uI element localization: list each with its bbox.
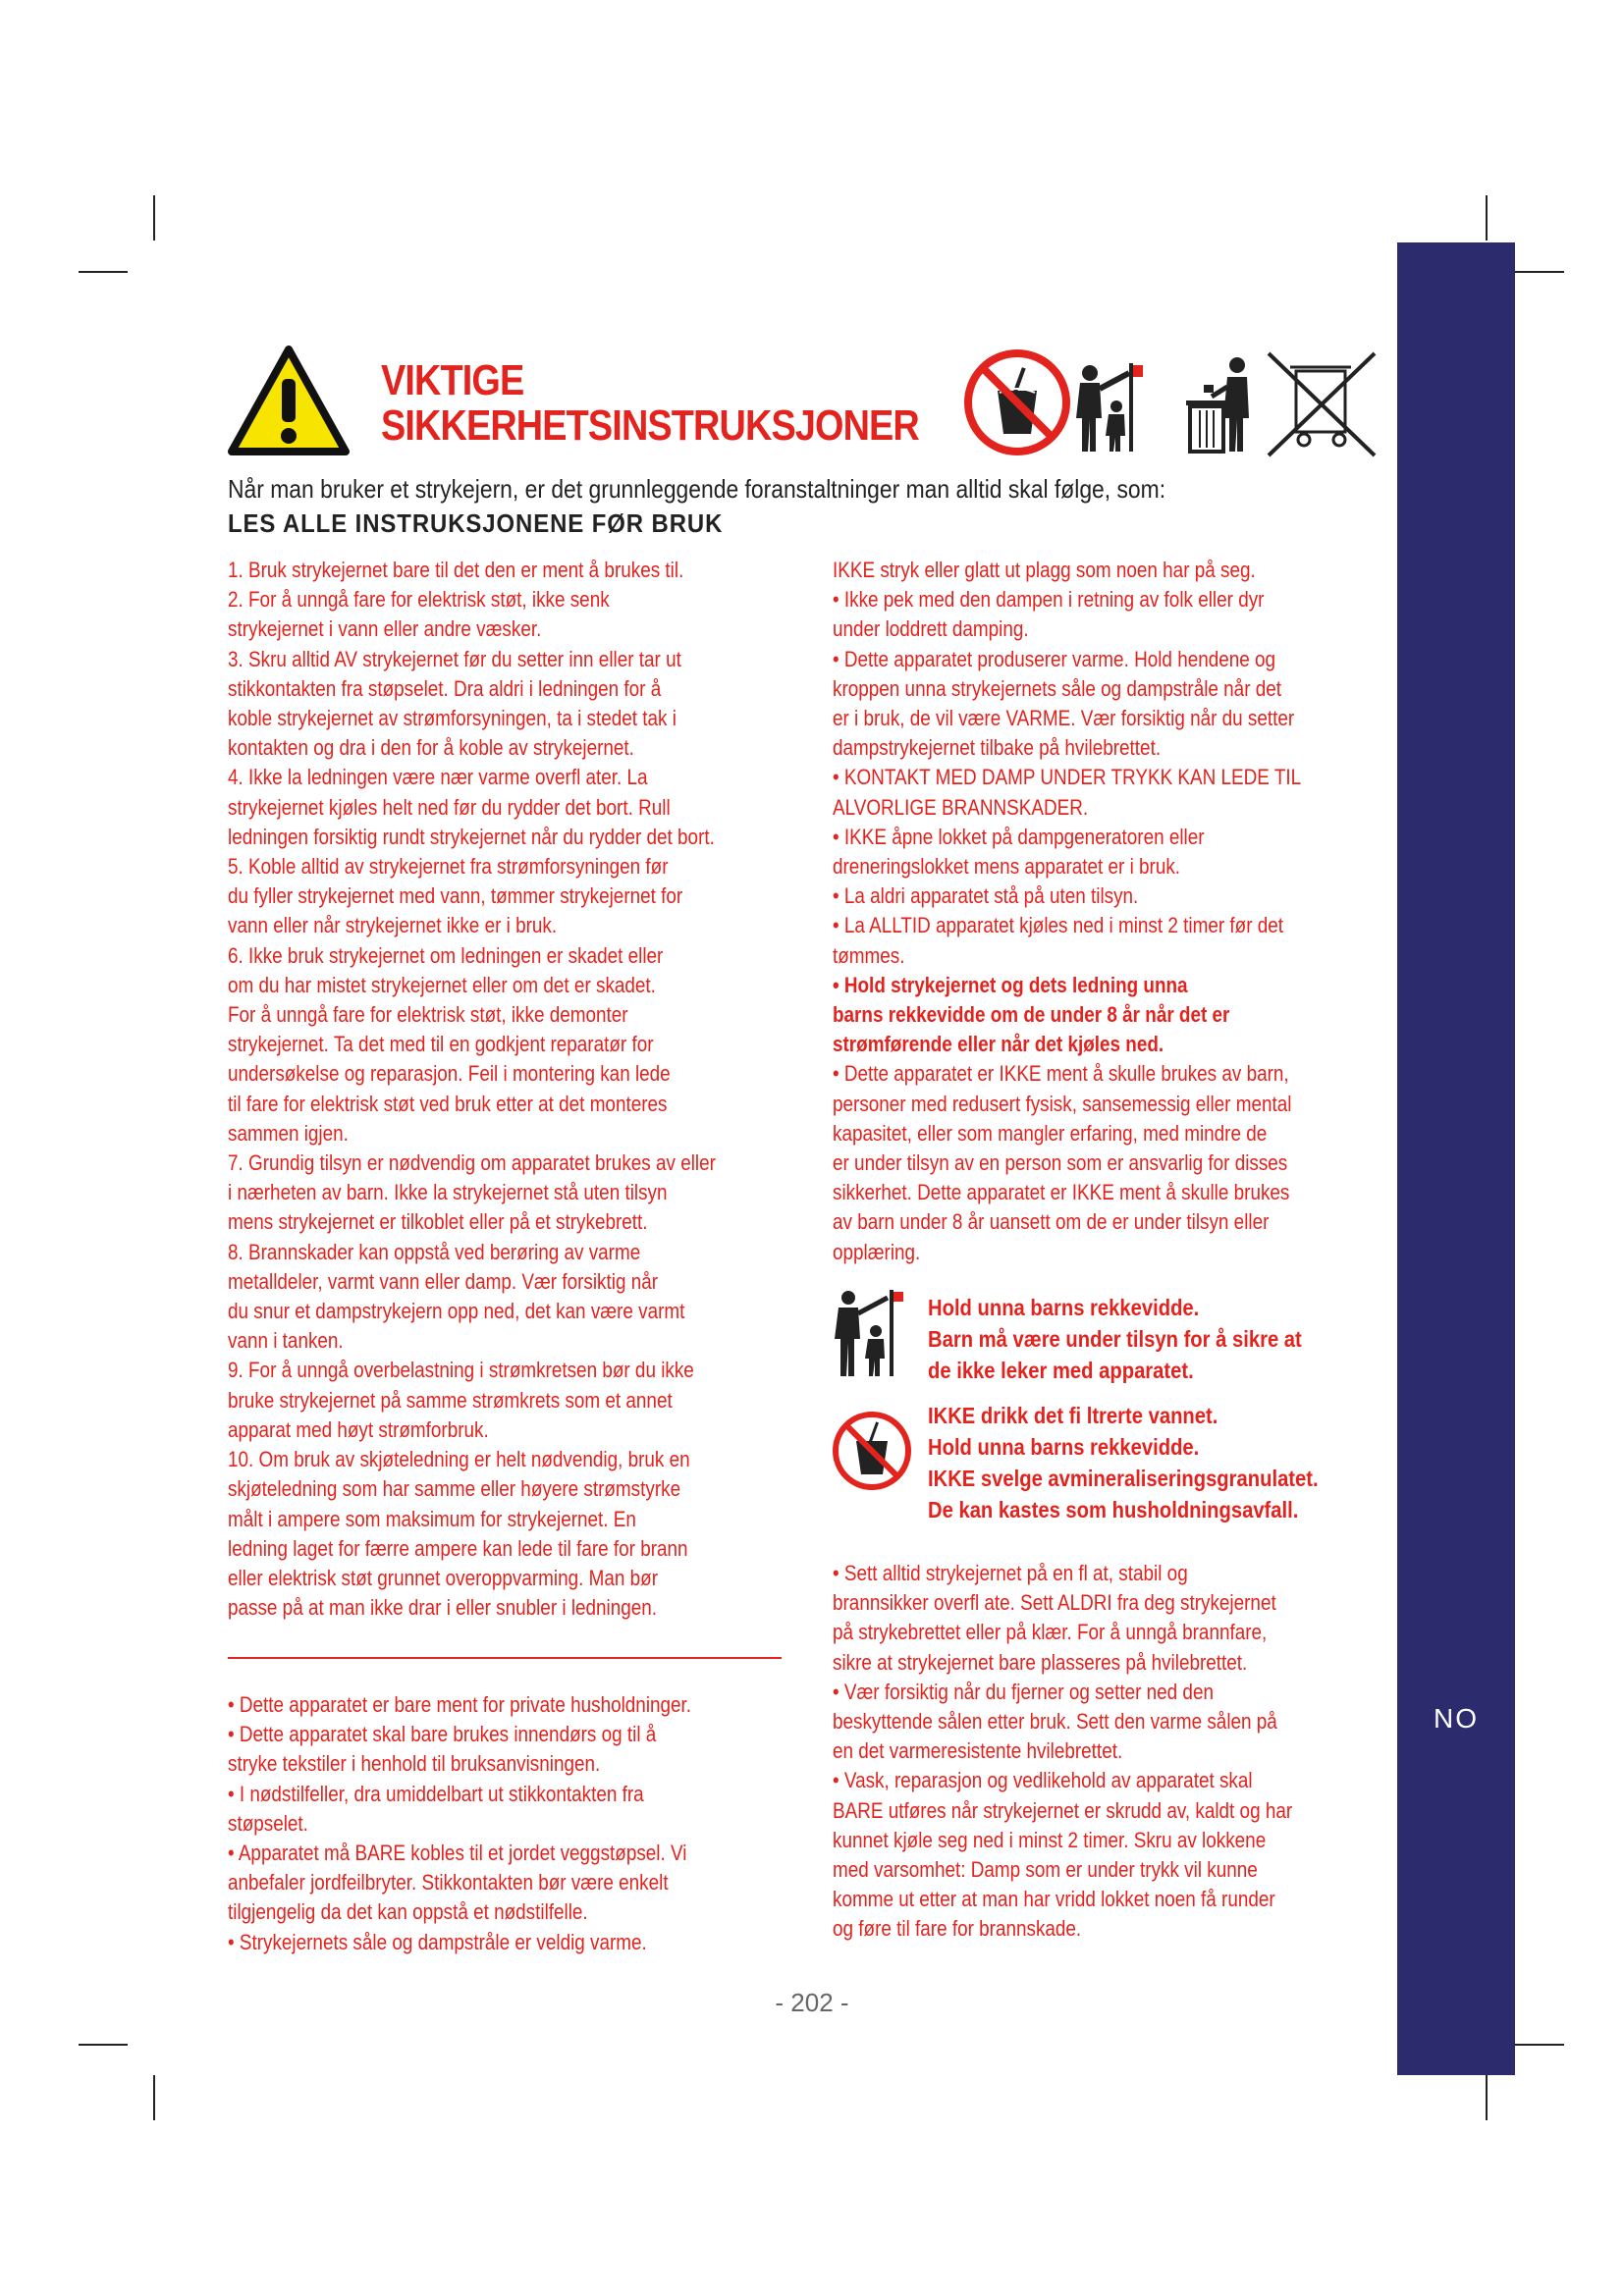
text-line: stikkontakten fra støpselet. Dra aldri i ledningen for å: [228, 675, 662, 701]
text-line: apparat med høyt strømforbruk.: [228, 1416, 489, 1442]
text-line: skjøteledning som har samme eller høyere strømstyrke: [228, 1476, 681, 1502]
text-line: metalldeler, varmt vann eller damp. Vær forsiktig når: [228, 1268, 659, 1294]
text-line: eller elektrisk støt grunnet overoppvarming. Man bør: [228, 1565, 659, 1590]
page-number: - 202 -: [775, 1988, 849, 2017]
crop-mark: [153, 2075, 155, 2120]
text-line: • Strykejernets såle og dampstråle er veldig varme.: [228, 1929, 647, 1954]
crop-mark: [1515, 271, 1564, 273]
text-line: sammen igjen.: [228, 1120, 349, 1146]
text-line: du fyller strykejernet med vann, tømmer strykejernet for: [228, 883, 683, 909]
text-line: opplæring.: [833, 1239, 921, 1264]
crop-mark: [79, 271, 128, 273]
text-line: bruke strykejernet på samme strømkrets som et annet: [228, 1387, 673, 1413]
text-line: kapasitet, eller som mangler erfaring, med mindre de: [833, 1120, 1268, 1146]
text-line: • Sett alltid strykejernet på en fl at, stabil og: [833, 1561, 1188, 1585]
page-title: [381, 358, 919, 449]
text-line: For å unngå fare for elektrisk støt, ikke demonter: [228, 1002, 628, 1028]
left-column-bullets: [228, 1690, 788, 1957]
text-line: • Vær forsiktig når du fjerner og setter ned den: [833, 1679, 1214, 1704]
text-line: støpselet.: [228, 1810, 308, 1836]
column-divider: [228, 1657, 782, 1659]
text-line-bold: IKKE svelge avmineraliseringsgranulatet.: [928, 1466, 1319, 1491]
text-line: du snur et dampstrykejern opp ned, det kan være varmt: [228, 1299, 685, 1324]
dispose-in-household-waste-icon: [1186, 357, 1249, 452]
text-line: 6. Ikke bruk strykejernet om ledningen er skadet eller: [228, 942, 664, 968]
intro-text: Når man bruker et strykejern, er det grunnleggende foranstaltninger man alltid skal følge, som:: [228, 474, 1166, 504]
text-line: • Dette apparatet produserer varme. Hold hendene og: [833, 646, 1276, 671]
text-line: mens strykejernet er tilkoblet eller på et strykebrett.: [228, 1209, 648, 1235]
text-line: vann eller når strykejernet ikke er i bruk.: [228, 913, 558, 938]
intro-heading: LES ALLE INSTRUKSJONENE FØR BRUK: [228, 508, 724, 538]
text-line: og føre til fare for brannskade.: [833, 1916, 1082, 1942]
text-line-bold: IKKE drikk det fi ltrerte vannet.: [928, 1403, 1218, 1428]
text-line: om du har mistet strykejernet eller om det er skadet.: [228, 972, 656, 997]
text-line: strykejernet kjøles helt ned før du rydder det bort. Rull: [228, 794, 671, 820]
header-icons: [962, 349, 1394, 459]
warning-triangle-icon: [228, 346, 350, 455]
text-line: tilgjengelig da det kan oppstå et nødstilfelle.: [228, 1899, 588, 1925]
drinking-warning: [928, 1400, 1319, 1525]
text-line-bold: De kan kastes som husholdningsavfall.: [928, 1497, 1299, 1522]
language-label: NO: [1434, 1703, 1479, 1734]
text-line: • Ikke pek med den dampen i retning av folk eller dyr: [833, 587, 1265, 613]
text-line: 4. Ikke la ledningen være nær varme overfl ater. La: [228, 765, 648, 790]
crop-mark: [1515, 2044, 1564, 2046]
text-line: 3. Skru alltid AV strykejernet før du setter inn eller tar ut: [228, 646, 681, 671]
text-line-bold: strømførende eller når det kjøles ned.: [833, 1032, 1164, 1057]
right-column: [833, 556, 1393, 1267]
text-line-bold: Hold unna barns rekkevidde.: [928, 1295, 1200, 1320]
no-drinking-icon: [831, 1410, 913, 1492]
text-line: • KONTAKT MED DAMP UNDER TRYKK KAN LEDE TIL: [833, 765, 1302, 790]
text-line: • I nødstilfeller, dra umiddelbart ut stikkontakten fra: [228, 1781, 644, 1806]
crop-mark: [79, 2044, 128, 2046]
text-line: er i bruk, de vil være VARME. Vær forsiktig når du setter: [833, 706, 1295, 731]
text-line: vann i tanken.: [228, 1328, 344, 1354]
text-line: dreneringslokket mens apparatet er i bruk.: [833, 854, 1181, 880]
text-line: koble strykejernet av strømforsyningen, ta i stedet tak i: [228, 706, 677, 731]
text-line: sikre at strykejernet bare plasseres på hvilebrettet.: [833, 1649, 1248, 1675]
crop-mark: [1486, 2075, 1488, 2120]
text-line-bold: Hold unna barns rekkevidde.: [928, 1434, 1200, 1460]
text-line: under loddrett damping.: [833, 616, 1029, 642]
text-line: med varsomhet: Damp som er under trykk vil kunne: [833, 1857, 1258, 1883]
text-line: personer med redusert fysisk, sansemessig eller mental: [833, 1091, 1292, 1116]
language-sidebar: [1397, 242, 1515, 2075]
crop-mark: [1486, 195, 1488, 240]
text-line: BARE utføres når strykejernet er skrudd av, kaldt og har: [833, 1797, 1293, 1823]
text-line: dampstrykejernet tilbake på hvilebrettet.: [833, 735, 1162, 761]
text-line: strykejernet. Ta det med til en godkjent reparatør for: [228, 1032, 654, 1057]
text-line: • La aldri apparatet stå på uten tilsyn.: [833, 883, 1139, 909]
left-column: [228, 556, 788, 1623]
text-line: anbefaler jordfeilbryter. Stikkontakten bør være enkelt: [228, 1870, 669, 1896]
text-line: • IKKE åpne lokket på dampgeneratoren eller: [833, 824, 1205, 849]
text-line: • La ALLTID apparatet kjøles ned i minst 2 timer før det: [833, 913, 1284, 938]
title-line: VIKTIGE: [381, 356, 524, 404]
text-line: IKKE stryk eller glatt ut plagg som noen har på seg.: [833, 558, 1256, 582]
text-line: strykejernet i vann eller andre væsker.: [228, 616, 542, 642]
text-line: målt i ampere som maksimum for strykejernet. En: [228, 1506, 636, 1531]
text-line: kunnet kjøle seg ned i minst 2 timer. Skru av lokkene: [833, 1827, 1267, 1852]
text-line: 10. Om bruk av skjøteledning er helt nødvendig, bruk en: [228, 1447, 690, 1472]
text-line: undersøkelse og reparasjon. Feil i montering kan lede: [228, 1061, 671, 1087]
text-line: 2. For å unngå fare for elektrisk støt, ikke senk: [228, 587, 610, 613]
right-column-bullets: [833, 1559, 1393, 1945]
text-line-bold: Barn må være under tilsyn for å sikre at: [928, 1326, 1302, 1352]
crop-mark: [153, 195, 155, 240]
text-line: ledning laget for færre ampere kan lede til fare for brann: [228, 1535, 688, 1561]
text-line: ledningen forsiktig rundt strykejernet når du rydder det bort.: [228, 824, 715, 849]
title-line: SIKKERHETSINSTRUKSJONER: [381, 401, 919, 450]
text-line: • Apparatet må BARE kobles til et jordet veggstøpsel. Vi: [228, 1841, 687, 1866]
text-line: kroppen unna strykejernets såle og dampstråle når det: [833, 675, 1282, 701]
text-line: passe på at man ikke drar i eller snubler i ledningen.: [228, 1595, 658, 1621]
text-line: i nærheten av barn. Ikke la strykejernet stå uten tilsyn: [228, 1180, 668, 1205]
text-line: sikkerhet. Dette apparatet er IKKE ment å skulle brukes: [833, 1180, 1290, 1205]
text-line-bold: • Hold strykejernet og dets ledning unna: [833, 972, 1188, 997]
text-line: til fare for elektrisk støt ved bruk etter at det monteres: [228, 1091, 668, 1116]
text-line: 7. Grundig tilsyn er nødvendig om apparatet brukes av eller: [228, 1150, 716, 1176]
text-line: brannsikker overfl ate. Sett ALDRI fra deg strykejernet: [833, 1590, 1276, 1616]
no-drinking-icon: [968, 353, 1066, 452]
children-warning: [928, 1292, 1302, 1386]
text-line: kontakten og dra i den for å koble av strykejernet.: [228, 735, 634, 761]
text-line: • Dette apparatet skal bare brukes innendørs og til å: [228, 1722, 657, 1747]
text-line-bold: barns rekkevidde om de under 8 år når det er: [833, 1002, 1230, 1028]
text-line: tømmes.: [833, 942, 905, 968]
text-line: 1. Bruk strykejernet bare til det den er ment å brukes til.: [228, 558, 684, 582]
text-line: ALVORLIGE BRANNSKADER.: [833, 794, 1089, 820]
keep-away-from-children-icon: [831, 1288, 909, 1378]
text-line: 8. Brannskader kan oppstå ved berøring av varme: [228, 1239, 641, 1264]
text-line-bold: de ikke leker med apparatet.: [928, 1358, 1194, 1383]
crossed-out-wheelie-bin-icon: [1269, 353, 1375, 455]
text-line: • Dette apparatet er bare ment for private husholdninger.: [228, 1692, 692, 1717]
keep-away-from-children-icon: [1076, 363, 1143, 452]
text-line: en det varmeresistente hvilebrettet.: [833, 1738, 1123, 1764]
text-line: stryke tekstiler i henhold til bruksanvisningen.: [228, 1751, 601, 1777]
text-line: 9. For å unngå overbelastning i strømkretsen bør du ikke: [228, 1358, 694, 1383]
text-line: beskyttende sålen etter bruk. Sett den varme sålen på: [833, 1709, 1277, 1735]
text-line: av barn under 8 år uansett om de er under tilsyn eller: [833, 1209, 1270, 1235]
text-line: • Dette apparatet er IKKE ment å skulle brukes av barn,: [833, 1061, 1289, 1087]
text-line: på strykebrettet eller på klær. For å unngå brannfare,: [833, 1620, 1268, 1645]
text-line: • Vask, reparasjon og vedlikehold av apparatet skal: [833, 1768, 1253, 1793]
text-line: komme ut etter at man har vridd lokket noen få runder: [833, 1887, 1275, 1912]
text-line: 5. Koble alltid av strykejernet fra strømforsyningen før: [228, 854, 669, 880]
text-line: er under tilsyn av en person som er ansvarlig for disses: [833, 1150, 1288, 1176]
